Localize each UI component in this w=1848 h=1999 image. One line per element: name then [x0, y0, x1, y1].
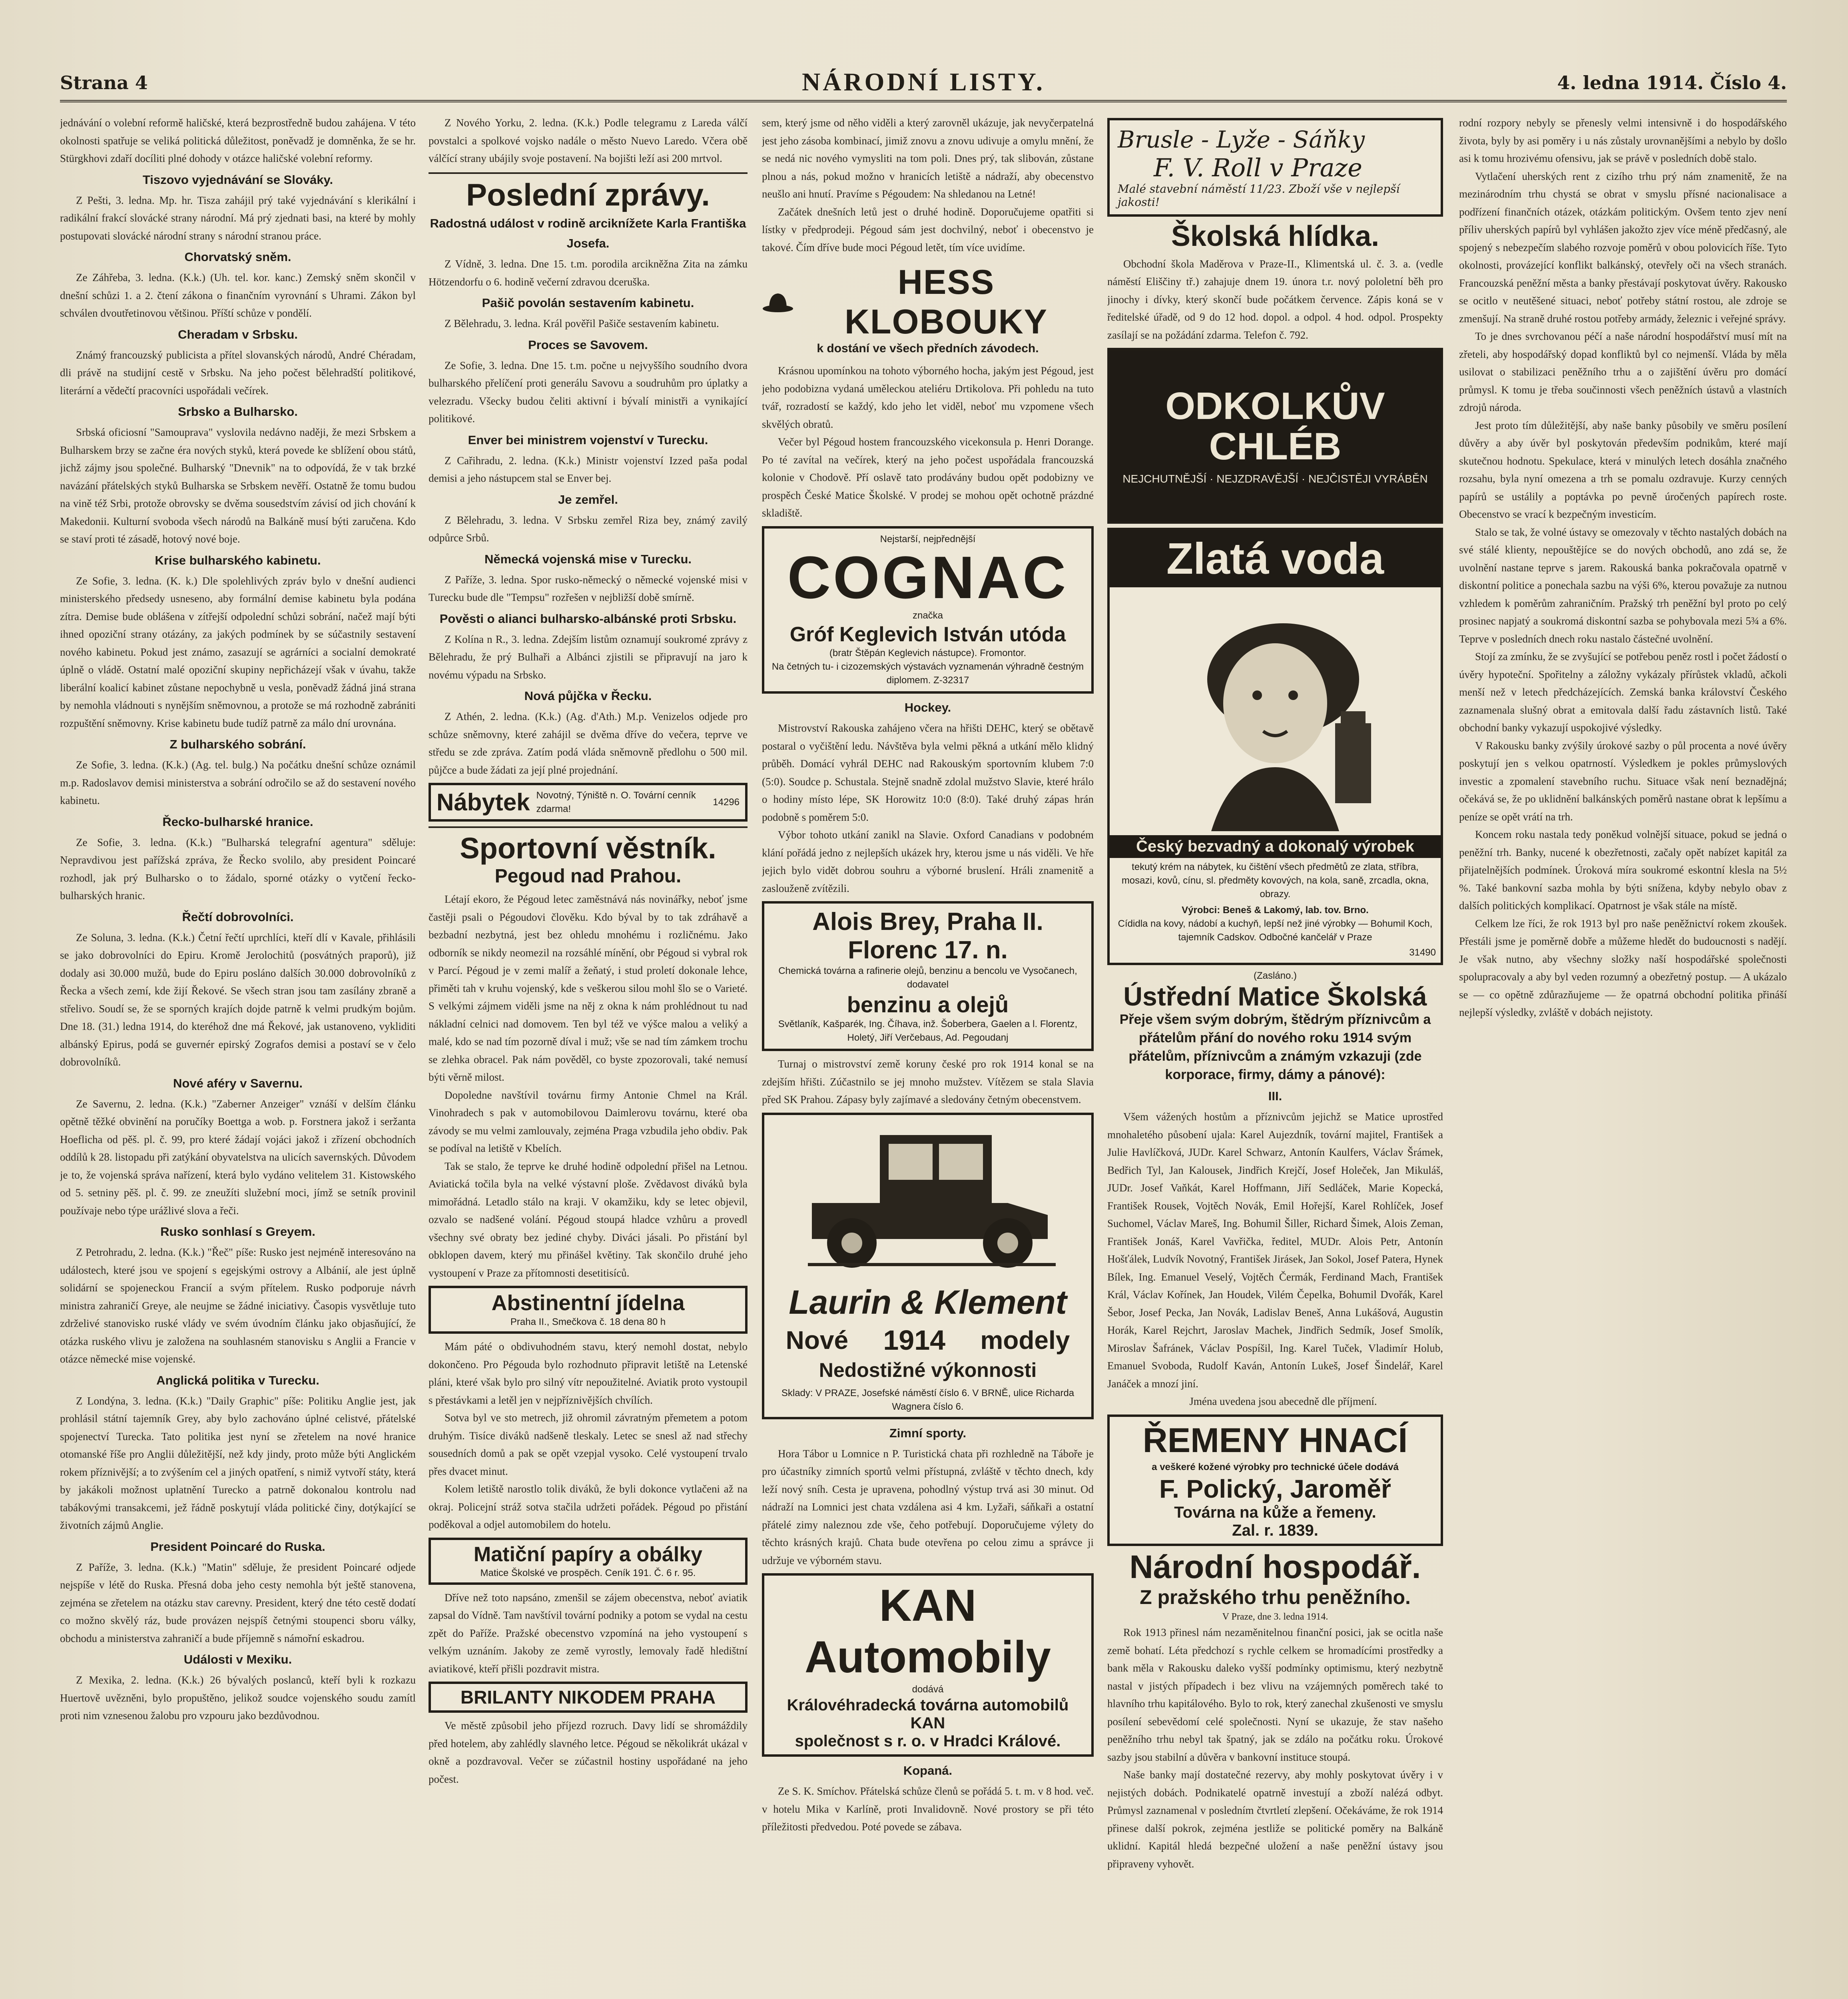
column-1: [60, 114, 416, 1999]
article-heading: Nové aféry v Savernu.: [173, 1076, 303, 1090]
column-2: [429, 114, 748, 1999]
ad-title: ŘEMENY HNACÍ: [1142, 1421, 1408, 1460]
article-heading: Proces se Savovem.: [528, 337, 648, 352]
ad-text: NEJCHUTNĚJŠÍ · NEJZDRAVĚJŠÍ · NEJČISTĚJI VYRÁBĚN: [1122, 472, 1428, 485]
ad-title: Brusle - Lyže - Sáňky: [1118, 126, 1365, 153]
masthead-title: NÁRODNÍ LISTY.: [802, 68, 1045, 96]
ad-text: modely: [980, 1325, 1070, 1355]
woman-portrait-icon: [1110, 587, 1441, 835]
ad-title: BRILANTY NIKODEM PRAHA: [460, 1687, 716, 1708]
article-heading: Radostná událost v rodině arciknížete Karla Františka Josefa.: [430, 216, 746, 251]
ad-brand: Gróf Keglevich István utóda: [789, 623, 1066, 646]
article-heading: III.: [1268, 1089, 1282, 1103]
hat-icon: [762, 289, 794, 315]
column-5: [1459, 114, 1787, 1999]
sent-label: (Zasláno.): [1253, 970, 1297, 982]
article-heading: Cheradam v Srbsku.: [178, 327, 298, 341]
ad-zlata-voda: [1107, 528, 1443, 965]
ad-stationery: [429, 1538, 748, 1585]
ad-title: Zlatá voda: [1110, 530, 1441, 587]
article-text: Celkem lze říci, že rok 1913 byl pro naše peněžnictví rokem zkoušek. Přestáli jsme je poměrně dobře a můžeme hledět do budoucnosti s nadějí. Je však nutno, aby všechny složky naší hospodářské společnosti spolupracovaly a aby byl veden rozumný a obezřetný postup. — A ukázalo se — co opětně zdůrazňujeme — že opatrná obchodní politika přináší nejlepší výsledky, zvláště v dobách nejistoty.: [1459, 917, 1787, 1018]
ad-brand: Královéhradecká továrna automobilů KAN: [787, 1696, 1069, 1732]
article-text: Stalo se tak, že volné ústavy se omezovaly v těchto nastalých dobách na své stálé klienty, nepouštějíce se do nových obchodů, ano zdá se, že uvolnění nastane teprve s jarem. Rakouská banka pokračovala opatrně v diskontní politice a ponechala sazbu na výši 6%, kterou považuje za nutnou vzhledem k poměrům zahraničním. Pražský trh peněžní byl proto po celý prosinec napjatý a soukromá diskontní sazba se pohybovala mezi 5¾ a 6%. Teprve v posledních dnech roku nastalo částečné uvolnění.: [1459, 526, 1787, 645]
ad-title: Matiční papíry a obálky: [473, 1542, 703, 1566]
ad-title: HESS KLOBOUKY: [844, 263, 1048, 341]
divider: [429, 172, 748, 174]
article-heading: Pověsti o alianci bulharsko-albánské proti Srbsku.: [439, 611, 737, 626]
ad-kan-automobiles: [762, 1573, 1094, 1757]
ad-number: 31490: [1409, 947, 1436, 958]
ad-title: Alois Brey, Praha II. Florenc 17. n.: [812, 908, 1043, 964]
article-text: Obchodní škola Maděrova v Praze-II., Klimentská ul. č. 3. a. (vedle náměstí Eliščiny tř.) zahajuje dnem 19. února t.r. nový pololetní běh pro jinochy i dívky, který skončí bude počátkem července. Zápis koná se v ředitelské úřadě, od 9 do 12 hod. dopol. a odpol. 4 hod. odpol. Prospekty zasílají se na požádání zdarma. Telefon č. 792.: [1107, 257, 1443, 341]
article-heading: Rusko sonhlasí s Greyem.: [160, 1225, 315, 1239]
article-text: Tak se stalo, že teprve ke druhé hodině odpolední přišel na Letnou. Aviatická točila byla na velké výstavní ploše. Zvědavost diváků byla mimořádná. Letadlo stálo na kraji. V okamžiku, kdy se letec objevil, ozvalo se nadšené volání. Pégoud stoupá hladce vzhůru a provedl všechny své obraty bez jediné chyby. Diváci jásali. Po přistání byl obklopen davem, který mu přinášel květiny. Tak skončilo druhé jeho vystoupení v Praze za přítomnosti desetitisíců.: [429, 1160, 748, 1279]
article-heading: Pašič povolán sestavením kabinetu.: [482, 296, 694, 310]
ad-subtitle: Nedostižné výkonnosti: [819, 1359, 1037, 1381]
article-text: Srbská oficiosní "Samouprava" vyslovila nedávno naději, že mezi Srbskem a Bulharskem brzy se začne éra nových styků, která povede ke sblížení obou států, jichž zájmy jsou společné. Bulharský "Dnevnik" na to odpovídá, že v tak brzké navázání přátelských styků Bulharska se Srbskem nevěří. Ostatně že tomu budou na vině též Srbi, protože obrovsky se dvěma sousedstvím závisí od jich chování k Makedonii. Kulturní svoboda všech národů na Balkáně musí býti zaručena. Kdo se staví proti té zásadě, hotový nové boje.: [60, 426, 416, 545]
ad-odkolek-bread: [1107, 348, 1443, 524]
ad-text: Cídidla na kovy, nádobí a kuchyň, lepší než jiné výrobky — Bohumil Koch, tajemník Cadskov. Odbočné kančelář v Praze: [1118, 918, 1433, 943]
ad-text: společnost s r. o. v Hradci Králové.: [795, 1732, 1061, 1750]
article-heading: Řecko-bulharské hranice.: [162, 814, 313, 829]
ad-title: KAN Automobily: [805, 1580, 1051, 1682]
section-title-latest-news: Poslední zprávy.: [466, 177, 710, 212]
article-heading: Tiszovo vyjednávání se Slováky.: [142, 172, 333, 187]
ad-brand: Výrobci: Beneš & Lakomý, lab. tov. Brno.: [1182, 905, 1369, 916]
article-heading: Události v Mexiku.: [183, 1652, 292, 1666]
article-text: V Rakousku banky zvýšily úrokové sazby o půl procenta a nové úvěry poskytují jen s velkou opatrností. Výsledkem je pokles průmyslových investic a zpomalení stavebního ruchu. Situace však není beznadějná; očekává se, že po uklidnění balkánských poměrů nastane obrat k lepšímu a peníze se opět vrátí na trh.: [1459, 739, 1787, 823]
ad-text: tekutý krém na nábytek, ku čištění všech předmětů ze zlata, stříbra, mosazi, kovů, cínu, sl. předměty kovových, na kola, saně, zrcadla, okna, obrazy.: [1121, 862, 1429, 900]
ad-text: Malé stavební náměstí 11/23. Zboží vše v nejlepší jakosti!: [1118, 182, 1400, 209]
ad-text: značka: [912, 610, 943, 621]
ad-subtitle: Český bezvadný a dokonalý výrobek: [1110, 835, 1441, 858]
article-text: Ze Soluna, 3. ledna. (K.k.) Četní řečtí uprchlíci, kteří dlí v Kavale, přihlásili se jako dobrovolníci do Epiru. Kromě Jerolochitů (posvátných praporů), již dodaly asi 30.000 mužů, bude do Epiru posláno dalších 30.000 dobrovolníků z Řecka a všech zemí, kde žijí Řekové. Se všech stran jsou tam zasílány zbraně a střelivo. Soudí se, že se sporných krajích dojde patrně k velmi prudkým bojům. Dne 18. (31.) ledna 1914, do kteréhož dne má Řekové, jak ustanoveno, vykliditi albánský Epirus, podá se guvernér epirský Zografos demisi a postaví se v čelo dobrovolníků.: [60, 931, 416, 1068]
ad-text: Praha II., Smečkova č. 18 dena 80 h: [510, 1317, 666, 1328]
article-text: Z Pešti, 3. ledna. Mp. hr. Tisza zahájil prý také vyjednávání s klerikální i radikální frakcí slovácké strany národní. Má prý zjednati basi, na které by mohly postupovati slovácké národní strany s národní stranou práce.: [60, 194, 416, 242]
article-heading: Nová půjčka v Řecku.: [524, 689, 652, 703]
ad-text: Továrna na kůže a řemeny.: [1174, 1503, 1376, 1521]
article-text: Krásnou upomínkou na tohoto výborného hocha, jakým jest Pégoud, jest jeho podobizna vydaná uměleckou ateliéru Drtikolova. Při pohledu na tuto tvář, rozradostí se každý, kdo jeho let viděl, neboť mu vzpomene všech skvělých obratů.: [762, 365, 1094, 430]
ad-remeny: [1107, 1414, 1443, 1546]
article-text: rodní rozpory nebyly se přenesly velmi intensivně i do hospodářského života, byly by asi poměry i u nás zůstaly urovnanějšími a nebylo by došlo asi k tomu hrozivému ofensivu, jak se právě v posledních době stalo.: [1459, 117, 1787, 164]
ad-subtitle: benzinu a olejů: [847, 992, 1009, 1017]
article-text: Ze Sofie, 3. ledna. (K.k.) "Bulharská telegrafní agentura" sděluje: Nepravdivou jest pařížská zpráva, že Řecko svolilo, aby president Poincaré rozhodl, jak prý Bulharsko o to žádalo, sporné otázky o vytčení řecko-bulharských hranic.: [60, 836, 416, 902]
ad-text: Chemická továrna a rafinerie olejů, benzinu a bencolu ve Vysočanech, dodavatel: [778, 966, 1077, 990]
article-text: Létají ekoro, že Pégoud letec zaměstnává nás novinářky, neboť jsme častěji psali o Pégoudovi člověku. Kdo býval by to tak zdráhavě a bezbadní nezbytná, jest bez ohledu mnohému i rozličnému. Jako odborník se nikdy neomezil na rozsáhlé mínění, obr Pégoud si vybral rok v Parcí. Pégoud je v zemi malíř a žeňatý, i stud proletí dokonale lehce, přiměti tah v kruhu vojenský, kde s veškerou silou mohl šlo se o Varieté. S velkými zájmem viděli jsme na něj z okna k nám prohlédnout tu nad nákladní celnici nad domovem. Ten byl též ve výšce malou a veliký a malé, kdo se nad tím pozorně díval i muž; vše se nad tím zámkem trochu se zlehka obracel. Pak nám pověděl, co byste zpozorovali, také nemusí býti věrně milost.: [429, 893, 748, 1083]
ad-title: COGNAC: [787, 543, 1069, 611]
section-title-economy: Národní hospodář.: [1129, 1548, 1421, 1585]
ad-text: Zal. r. 1839.: [1232, 1521, 1318, 1539]
article-heading: President Poincaré do Ruska.: [150, 1539, 325, 1554]
article-text: Jest proto tím důležitější, aby naše banky působily ve směru posílení důvěry a aby úvěr byl poskytován především podnikům, které mají skutečnou hodnotu. Spekulace, která v minulých letech dosáhla značného rozsahu, byla nyní omezena a trh se pomalu ozdravuje. Kurzy cenných papírů se ustálily a poptávka po pevně úročených papírech roste. Obecenstvo se vrací k bezpečným investicím.: [1459, 419, 1787, 520]
divider: [429, 826, 748, 828]
article-text: Ze Sofie, 3. ledna. (K.k.) (Ag. tel. bulg.) Na počátku dnešní schůze oznámil m.p. Radoslavov demisi ministerstva a sobrání odročilo se až do sestavení nového kabinetu.: [60, 759, 416, 806]
article-text: Ze Sofie, 3. ledna. (K. k.) Dle spolehlivých zpráv bylo v dnešní audienci ministerského předsedy usneseno, aby formální demise kabinetu byla podána zítra. Demise bude oblášena v zítřejší odpolední schůzi sobrání, načež mají býti ihned opoziční strany otázány, za jakých podmínek by se súčastnily sestavení nového kabinetu. Pokud jest známo, zasazují se agrárníci a socialní demokraté úplně o vládě. Ostatní malé opoziční skupiny nepřicházejí však v úvahu, takže liberální koalicí kabinet zůstane nepochybně u vesla, poněvadž žádná jiná strana by nemohla vládnouti s nynějším sněmovnou, a protože se má rozhodně zabrániti rozpuštění sněmovny. Krise kabinetu bude tudíž patrně za málo dní urovnána.: [60, 575, 416, 729]
ad-restaurant: [429, 1286, 748, 1334]
article-heading: Řečtí dobrovolníci.: [182, 910, 294, 924]
section-title-matice: Ústřední Matice Školská: [1123, 982, 1427, 1011]
ad-text: Sklady: V PRAZE, Josefské náměstí číslo 6. V BRNĚ, ulice Richarda Wagnera číslo 6.: [781, 1387, 1075, 1412]
article-text: Mám páté o obdivuhodném stavu, který nemohl dostat, nebylo dokončeno. Pro Pégouda bylo rozhodnuto připravit letiště na Letenské pláni, které však bylo pro silný vítr nepoužitelné. Aviatik proto vystoupil s přestávkami a letěl jen v nejpříznivějších chvílích.: [429, 1341, 748, 1406]
ad-jewelry: [429, 1682, 748, 1713]
page-number: Strana 4: [60, 72, 148, 94]
section-title-school: Školská hlídka.: [1171, 220, 1380, 252]
ad-furniture: [429, 783, 748, 822]
article-heading: Německá vojenská mise v Turecku.: [484, 552, 692, 566]
article-text: Turnaj o mistrovství země koruny české pro rok 1914 konal se na zdejším hřišti. Zúčastnilo se jej mnoho mužstev. Vítězem se stala Slavia před SK Prahou. Zápasy byly zajímavé a sledovány četným obecenstvem.: [762, 1058, 1094, 1105]
article-heading: Z bulharského sobrání.: [169, 737, 306, 751]
article-text: Všem vážených hostům a příznivcům jejichž se Matice uprostřed mnohaletého působení ujala: Karel Aujezdník, tovární majitel, František a Julie Havlíčková, JUDr. Karel Schwarz, Antonín Kaulfers, Václav Šrámek, Bedřich Tyl, Jan Kalousek, Jindřich Krejčí, Josef Holeček, Jan Mikuláš, JUDr. Josef Vaňkát, Karel Hoffmann, Jiří Sedláček, Marie Kopecká, František Rousek, Vojtěch Novák, Emil Hořejší, Karel Rohlíček, Josef Suchomel, Václav Mareš, Ing. Bohumil Šiller, Richard Šimek, Alois Zeman, František Jonáš, Karel Vavřička, ředitel, MUDr. Alois Petr, Antonín Hošťálek, Ludvík Novotný, František Jirásek, Jan Sokol, Josef Patera, Hynek Bílek, Ing. Emanuel Veselý, Vojtěch Čermák, Ferdinand Mach, František Král, Václav Kořínek, Jan Houdek, Vilém Čepelka, Bohumil Dvořák, Karel Šebor, Josef Pecka, Jan Novák, Ladislav Beneš, Anna Lukášová, Augustin Horák, Karel Rejchrt, Jaroslav Machek, Jindřich Sedmík, Josef Smolík, Miroslav Šafránek, Václav Pospíšil, Ing. Karel Tuček, Vladimír Holub, Emanuel Svoboda, Rudolf Kaván, Antonín Lukeš, Josef Šindelář, Karel Janáček a mnozí jiní.: [1107, 1111, 1443, 1390]
ad-cognac: [762, 526, 1094, 694]
article-text: Ze Sofie, 3. ledna. Dne 15. t.m. počne u nejvyššího soudního dvora bulharského přelíčení proti generálu Savovu a soudruhům pro úplatky a velezradu. Všecky budou čeliti aktivní i bývalí ministři a vynikající politikové.: [429, 359, 748, 425]
article-heading: Zimní sporty.: [889, 1426, 967, 1440]
ad-brand: F. Polický, Jaroměř: [1159, 1474, 1391, 1503]
article-text: Výbor tohoto utkání zanikl na Slavie. Oxford Canadians v podobném klání pořádá jedno z nejlepších ukázek hry, kterou jsme u nás viděli. Ve hře jejich bylo vidět dobrou souhru a výborné bruslení. Hráli znamenitě a zaslouženě zvítězili.: [762, 829, 1094, 894]
article-heading: Srbsko a Bulharsko.: [178, 405, 298, 419]
ad-text: dodává: [912, 1684, 944, 1695]
article-text: Známý francouzský publicista a přítel slovanských národů, André Chéradam, dli právě na studijní cestě v Srbsku. Na jeho počest bělehradští politikové, literární a vědečtí pracovníci uspořádali večírek.: [60, 349, 416, 397]
article-heading: Krise bulharského kabinetu.: [155, 553, 321, 567]
article-heading: Pegoud nad Prahou.: [494, 866, 682, 887]
article-text: Rok 1913 přinesl nám nezaměnitelnou finanční posici, jak se ocitla naše země bohatí. Léta předchozí s rychle celkem se hromadícími prostředky a bank měla v Rakousku daleko vyšší podmínky optimismu, který nezbytně nastal v jistých případech i bez vlivu na vzájemných poměrech také to hlavního trhu kapitálového. Bylo to rok, který zanechal zkušenosti ve smyslu posílení sebevědomí celé společnosti. Nyní se ukazuje, že stav našeho peněžního trhu nebyl tak špatný, jak se zdálo na počátku roku. Úrokové sazby jsou stabilní a důvěra v bankovní instituce stoupá.: [1107, 1626, 1443, 1763]
article-text: Z Athén, 2. ledna. (K.k.) (Ag. d'Ath.) M.p. Venizelos odjede pro schůze sněmovny, které zahájil se dvěma dříve do večera, teprve ve středu se zde zpráva. Zatím podá vláda sněmovně předlohu o 500 mil. půjčce a bude žádati za její plné projednání.: [429, 710, 748, 776]
article-text: Začátek dnešních letů jest o druhé hodině. Doporučujeme opatřiti si lístky v předprodeji. Pégoud sám jest dochvilný, neboť i obecenstvo je takové. Čím dříve bude moci Pégoud letět, tím více uvidíme.: [762, 205, 1094, 253]
ad-brand: Laurin & Klement: [789, 1283, 1067, 1321]
article-text: Z Kolína n R., 3. ledna. Zdejším listům oznamují soukromé zprávy z Bělehradu, že prý Bulhaři a Albánci zjistili se připravují na jaro k novému výpadu na Srbsko.: [429, 633, 748, 681]
issue-date: 4. ledna 1914. Číslo 4.: [1557, 72, 1787, 94]
article-heading: Enver bei ministrem vojenství v Turecku.: [468, 433, 708, 447]
article-text: Z Nového Yorku, 2. ledna. (K.k.) Podle telegramu z Lareda válčí povstalci a spolkové vojsko nadále o město Nuevo Laredo. Včera obě válčící strany ubájily svoje postavení. Na bojišti leží asi 200 mrtvol.: [429, 117, 748, 164]
car-icon: [764, 1115, 1091, 1291]
ad-text: k dostání ve všech předních závodech.: [817, 342, 1039, 355]
ad-hess-hats: [762, 260, 1094, 358]
ad-year: 1914: [883, 1324, 946, 1356]
article-text: Vytlačení uherských rent z cizího trhu prý nám znamenitě, že na mezinárodním trhu chystá se obrat v smyslu přísné nacionalisace a podřízení finančních otázek, otázkám politickým. Ovšem tento zjev není příliv uherských papírů byl vyhlášen jakožto zjev více méně předčasný, ale spojený s nebezpečím slabého rozvoje poměrů v obou polovicích říše. Tyto okolnosti, provázející konflikt balkánský, otevřely oči na všech stranách. Francouzská peněžní města a banky přestávají poskytovat úvěry. Rakousko se ocitlo v neutěšené situaci, neboť potřeby státní rostou, ale zdroje se zmenšují. Na straně druhé rostou potřeby armády, železnic i veřejné správy.: [1459, 170, 1787, 325]
article-heading: Hockey.: [904, 700, 951, 714]
article-heading: Chorvatský sněm.: [184, 250, 291, 264]
article-heading: Je zemřel.: [558, 492, 618, 507]
article-text: Z Bělehradu, 3. ledna. V Srbsku zemřel Riza bey, známý zavilý odpůrce Srbů.: [429, 514, 748, 544]
article-text: Z Cařihradu, 2. ledna. (K.k.) Ministr vojenství Izzed paša podal demisi a jeho nástupcem stal se Enver bej.: [429, 454, 748, 485]
article-heading: Z pražského trhu peněžního.: [1140, 1586, 1411, 1608]
article-text: Z Paříže, 3. ledna. Spor rusko-německý o německé vojenské misi v Turecku bude dle "Tempsu" rozřešen v nejbližší době smírně.: [429, 573, 748, 604]
article-text: Jména uvedena jsou abecedně dle příjmení.: [1189, 1395, 1377, 1408]
ad-text: Světlaník, Kašparék, Ing. Číhava, inž. Šoberbera, Gaelen a l. Florentz, Holetý, Jiří Verčebaus, Ad. Pegoudanj: [778, 1019, 1078, 1043]
article-text: To je dnes svrchovanou péčí a naše národní hospodářství musí mít na zřeteli, aby hospodářský dopad konfliktů byl co nejmenší. Vláda by měla usilovat o stabilizaci peněžního trhu a o zajištění úvěru pro domácí průmysl. K tomu je třeba součinnosti všech peněžních ústavů a vlastních zdrojů národa.: [1459, 330, 1787, 413]
column-3: [762, 114, 1094, 1999]
article-text: Dopoledne navštívil továrnu firmy Antonie Chmel na Král. Vinohradech s pak v automobilovou Daimlerovu továrnu, které oba závody se mu velmi zamlouvaly, zejména Praga vzbudila jeho obdiv. Pak se podíval na letiště v Kbelích.: [429, 1089, 748, 1155]
article-text: Stojí za zmínku, že se zvyšující se potřebou peněz rostl i počet žádostí o úvěry hypoteční. Spořitelny a záložny vykázaly přírůstek vkladů, ačkoli menší než v letech předcházejících. Zemská banka království Českého zaznamenala slušný obrat a emitovala další řadu zástavních listů. Také obchodní banky vykazují uspokojivé výsledky.: [1459, 650, 1787, 734]
article-text: Z Paříže, 3. ledna. (K.k.) "Matin" sděluje, že president Poincaré odjede nejspíše v létě do Ruska. Přesná doba jeho cesty nemohla být ještě stanovena, zejména se zřetelem na otázku stav carevny. President, který dne této cestě dodatí co možno skvělý ráz, bude provázen nejspíš četnými stoupenci sboru války, obchodu a ministerstva zahraničí a bude příjemně s námořní eskadrou.: [60, 1561, 416, 1644]
article-text: Z Mexika, 2. ledna. (K.k.) 26 bývalých poslanců, kteří byli k rozkazu Huertově uvězněni, bylo propuštěno, jelikož soudce vojenského soudu zamítl proti nim vznesenou žalobu pro vzpouru jako bezdůvodnou.: [60, 1674, 416, 1722]
article-text: Dříve než toto napsáno, zmenšil se zájem obecenstva, neboť aviatik zapsal do Vídně. Tam navštívil tovární podniky a potom se vydal na cestu zpět do Paříže. Pražské obecenstvo vzpomíná na jeho vystoupení s velkým uznáním. Jakoby ze země vyrostly, lemovaly řadě hledištní aviatikové, kteří přišli pozdravit mistra.: [429, 1591, 748, 1675]
article-text: Ze Savernu, 2. ledna. (K.k.) "Zaberner Anzeiger" vznáší v delším článku opětně těžké obvinění na poručíky Boettga a wob. p. Forstnera jakož i seržanta Hoeflicha od pěš. pl. č. 99, pro které žádají vojáci jakož i zřízení obchodních oddílů k 28. listopadu při zatýkání obyvatelstva na ulicích savernských. Důvodem je to, že vojenská správa nařízení, která bylo vydáno velitelem 31. Kistowského od 5. setniny pěš. pl. č. 99. ze zneužíti služební moci, jímž se setník provinil používaje nebo týpe urážlivé slova a řeči.: [60, 1097, 416, 1217]
article-text: Koncem roku nastala tedy poněkud volnější situace, pokud se jedná o peněžní trh. Banky, nucené k obezřetnosti, začaly opět nabízet kapitál za přijatelnějších podmínek. Úroková míra soukromé eskontní klesla na 5½ %. Také bankovní sazba mohla by býti snížena, kdyby nebylo obav z dalších politických komplikací. Opatrnost je však stále na místě.: [1459, 828, 1787, 912]
article-text: Sotva byl ve sto metrech, již ohromil závratným přemetem a potom druhým. Tisíce diváků nadšeně tleskaly. Letec se snesl až nad střechy sousedních domů a pak se opět vzepjal vysoko. Celé vystoupení trvalo přes dvacet minut.: [429, 1412, 748, 1477]
article-text: Večer byl Pégoud hostem francouzského vicekonsula p. Henri Dorange. Po té zavítal na večírek, který na jeho počest uspořádala francouzská kolonie v Chodově. Pří oslavě tato prodávány budou opět podobizny ve prospěch České Matice Školské. V prodej se mohou opět ochotně prázdné skladiště.: [762, 436, 1094, 519]
ad-skates-handwritten: [1107, 118, 1443, 217]
article-text: Kolem letiště narostlo tolik diváků, že byli dokonce vytlačeni až na okraj. Policejní stráž sotva stačila udržeti pořádek. Pégoud po přistání poděkoval a odjel automobilem do hotelu.: [429, 1483, 748, 1531]
article-text: sem, který jsme od něho viděli a který zarovněl ukázuje, jak nevyčerpatelná jest jeho zásoba kombinací, jimiž znovu a znovu udivuje a omylu mnění, že se nedá nic nového vymysliti na tom poli. Dnes prý, tak slibován, zůstane plnou a nás, pokud možno v hranicích letiště a nádraží, aby obecenstvo neušlo ani hnutí. Pravíme s Pégoudem: Na shledanou na Letné!: [762, 117, 1094, 200]
article-date: V Praze, dne 3. ledna 1914.: [1222, 1612, 1328, 1622]
page-header: [60, 60, 1787, 102]
article-heading: Kopaná.: [903, 1764, 953, 1778]
ad-brey-oil: [762, 901, 1094, 1051]
ad-title: Nábytek: [437, 789, 530, 816]
ad-text: Nejstarší, nejpřednější: [880, 533, 976, 545]
article-text: jednávání o volební reformě haličské, která bezprostředně budou zahájena. V této okolnosti spatřuje se veliká politická důležitost, poněvadž je domněnka, že se hr. Stürgkhovi zdaří docíliti plné dohody v otázce haličské volební reformy.: [60, 117, 416, 164]
article-text: Z Londýna, 3. ledna. (K.k.) "Daily Graphic" píše: Politiku Anglie jest, jak prohlásil státní tajemník Grey, aby bylo zachováno úplné celistvé, přátelské spojenectví Turecka. Tato politika jest nyní se zřetelem na nové hranice otomanské říše pro Anglii důležitější, než kdy jindy, proto může býti Anglickém rokem příznivější; a to zvýšením cel a jiných opatření, s nimiž vytvoří státy, která by jakákoli možnost uplatnění Turecko a patrně dokonalou kontrolu nad tabákovými transakcemi, jež řádně poskytují vláda politické činy, dotýkající se životních zájmů Anglie.: [60, 1395, 416, 1531]
ad-laurin-klement: [762, 1113, 1094, 1419]
article-text: Z Petrohradu, 2. ledna. (K.k.) "Řeč" píše: Rusko jest nejméně interesováno na událostech, které jsou ve spojení s egejskými ostrovy a Albánií, ale jest úplně solidární se spojeneckou Francií a svým přítelem. Rusko podporuje návrh ministra zahraničí Greye, ale neujme se žádné iniciativy. Časopis vysvětluje tuto zdrželivé stanovisko ruské vlády ve svém úvodním článku jako objasňující, že otázka ruského vlivu je založena na souhlasném stanovisku s Anglii a Francie v otázce německé mise vojenské.: [60, 1246, 416, 1365]
ad-text: Na četných tu- i cizozemských výstavách vyznamenán výhradně čestným diplomem. Z-32317: [771, 661, 1084, 686]
ad-title: ODKOLKŮV CHLÉB: [1165, 385, 1385, 468]
ad-text: Nové: [785, 1325, 849, 1355]
article-text: Ze Záhřeba, 3. ledna. (K.k.) (Uh. tel. kor. kanc.) Zemský sněm skončil v dnešní schůzi 1. a 2. čtení zákona o finančním vyrovnání s Uhrami. Zákon byl schválen dvoutřetinovou většinou. Příští schůze v pondělí.: [60, 271, 416, 319]
ad-text: Novotný, Týniště n. O. Tovární cenník zdarma!: [536, 790, 696, 814]
ad-text: Matice Školské ve prospěch. Ceník 191. Č. 6 r. 95.: [480, 1567, 696, 1578]
article-heading: Anglická politika v Turecku.: [156, 1373, 319, 1387]
article-text: Hora Tábor u Lomnice n P. Turistická chata při rozhledně na Táboře je pro účastníky zimních sportů velmi přístupná, zvláště v těchto dnech, kdy leží nový sníh. Cesta je upravena, pohodlný výstup trvá asi 30 minut. Od nádraží na Lomnici jest chata vzdálena asi 4 km. Lyžaři, sáňkaři a ostatní přátelé zimy naleznou zde vše, čeho potřebují. Doporučujeme výlety do těchto krásných krajů. Chata bude otevřena po celou zimu a správce ji udržuje ve výborném stavu.: [762, 1447, 1094, 1566]
article-text: Ze S. K. Smíchov. Přátelská schůze členů se pořádá 5. t. m. v 8 hod. več. v hotelu Mika v Karlíně, proti Invalidovně. Nové prostory se při této příležitosti předvedou. Poté povede se zábava.: [762, 1785, 1094, 1833]
article-text: Naše banky mají dostatečné rezervy, aby mohly poskytovat úvěry i v nejistých dobách. Podnikatelé opatrně investují a zboží nalézá odbyt. Průmysl zaznamenal v posledním čtvrtletí zlepšení. Očekáváme, že rok 1914 přinese další pokrok, zejména jestliže se politické poměry na Balkáně uklidní. Kapitál hledá bezpečné uložení a naše peněžní ústavy jsou připraveny vyhovět.: [1107, 1769, 1443, 1870]
article-text: Z Bělehradu, 3. ledna. Král pověřil Pašiče sestavením kabinetu.: [445, 317, 719, 330]
article-text: Ve městě způsobil jeho příjezd rozruch. Davy lidí se shromáždily před hotelem, aby zahlédly slavného letce. Pégoud se několikrát ukázal v okně a pozdravoval. Večer se zúčastnil hostiny uspořádané na jeho počest.: [429, 1720, 748, 1785]
section-title-sport: Sportovní věstník.: [460, 832, 716, 865]
ad-text: (bratr Štěpán Keglevich nástupce). Fromontor.: [829, 648, 1027, 658]
ad-number: 14296: [713, 796, 740, 808]
ad-title: Abstinentní jídelna: [491, 1291, 685, 1315]
column-4: [1107, 114, 1443, 1999]
article-heading: Přeje všem svým dobrým, štědrým příznivcům a přátelům přání do nového roku 1914 svým přátelům, příznivcům a známým vzkazuji (zde korporace, firmy, dámy a pánové):: [1119, 1012, 1431, 1083]
ad-text: a veškeré kožené výrobky pro technické účele dodává: [1152, 1461, 1399, 1472]
ad-brand: F. V. Roll v Praze: [1154, 153, 1362, 182]
article-text: Z Vídně, 3. ledna. Dne 15. t.m. porodila arcikněžna Zita na zámku Hötzendorfu o 6. hodině večerní zdravou dceruška.: [429, 258, 748, 288]
article-text: Mistrovství Rakouska zahájeno včera na hřišti DEHC, který se obětavě postaral o vyčištění ledu. Návštěva byla velmi pěkná a utkání mělo klidný průběh. Domácí vyhrál DEHC nad Rakouským sportovním klubem 7:0 (5:0). Soudce p. Schustala. Stejně snadně zdolal mužstvo Slavie, které hrálo o hodiny místo lépe, SK Horowitz 10:0 (8:0). Také druhý zápas hrán podobně s poměrem 5:0.: [762, 722, 1094, 823]
